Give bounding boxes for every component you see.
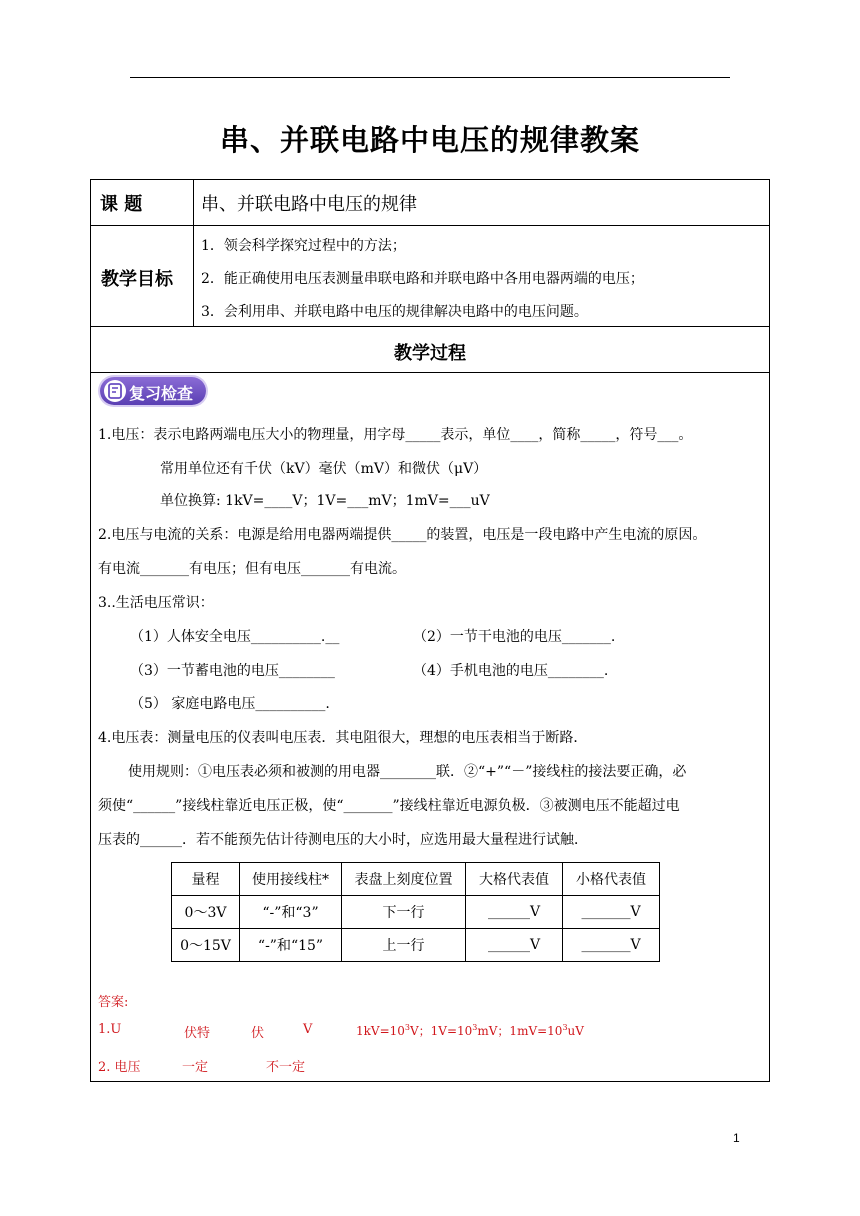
- row-divider: [90, 372, 770, 373]
- table-row: [172, 896, 660, 929]
- answer-item: 1.U: [98, 1022, 122, 1037]
- table-header-row: [172, 863, 660, 896]
- page-number: 1: [733, 1131, 740, 1145]
- table-cell: ______V: [466, 929, 563, 962]
- life-voltage-item: （4）手机电池的电压________.: [413, 663, 609, 679]
- topic-value: 串、并联电路中电压的规律: [201, 194, 417, 215]
- common-units: 常用单位还有千伏（kV）毫伏（mV）和微伏（μV）: [160, 461, 488, 477]
- answer-conversion: [356, 1022, 584, 1039]
- answer-conversion-part: mV；1mV=10: [477, 1024, 563, 1038]
- life-voltage-item: （1）人体安全电压__________.__: [130, 629, 340, 645]
- table-cell: _______V: [563, 929, 660, 962]
- goal-item: 1．领会科学探究过程中的方法；: [201, 238, 406, 254]
- header-rule: [130, 77, 730, 78]
- column-header: 量程: [172, 863, 240, 896]
- answer-item: 一定: [182, 1060, 209, 1075]
- goals-label: 教学目标: [101, 269, 173, 290]
- exponent: 3: [404, 1023, 410, 1032]
- answer-item: 伏: [251, 1026, 265, 1041]
- table-row: [172, 929, 660, 962]
- exponent: 3: [562, 1023, 568, 1032]
- table-cell: 上一行: [342, 929, 466, 962]
- document-title: 串、并联电路中电压的规律教案: [219, 123, 640, 157]
- answer-item: 不一定: [266, 1060, 306, 1075]
- document-icon: [104, 380, 126, 402]
- table-cell: “-”和“3”: [240, 896, 342, 929]
- usage-rule: 使用规则：①电压表必须和被测的用电器________联．②“+”“－”接线柱的接法要正确，必: [128, 764, 687, 780]
- column-header: 大格代表值: [466, 863, 563, 896]
- voltage-definition: 1.电压：表示电路两端电压大小的物理量，用字母_____表示，单位____，简称_____，符号___。: [98, 427, 693, 443]
- table-cell: 0～15V: [172, 929, 240, 962]
- voltage-current-relation: 2.电压与电流的关系：电源是给用电器两端提供_____的装置，电压是一段电路中产生电流的原因。: [98, 527, 707, 543]
- column-header: 使用接线柱*: [240, 863, 342, 896]
- usage-rule: 须使“______”接线柱靠近电压正极，使“_______”接线柱靠近电源负极．③被测电压不能超过电: [98, 798, 680, 814]
- table-cell: 下一行: [342, 896, 466, 929]
- range-table: [171, 862, 660, 962]
- goal-item: 3．会利用串、并联电路中电压的规律解决电路中的电压问题。: [201, 304, 588, 320]
- life-voltage-item: （5） 家庭电路电压__________.: [130, 696, 330, 712]
- answer-item: 2. 电压: [98, 1060, 141, 1075]
- answer-conversion-part: 1kV=10: [356, 1024, 405, 1038]
- review-badge: [100, 377, 206, 405]
- voltmeter-definition: 4.电压表：测量电压的仪表叫电压表．其电阻很大，理想的电压表相当于断路．: [98, 730, 588, 746]
- answer-conversion-part: uV: [567, 1024, 584, 1038]
- row-divider: [90, 225, 770, 226]
- life-voltage-item: （2）一节干电池的电压_______.: [413, 629, 616, 645]
- column-divider: [193, 179, 194, 326]
- unit-conversion: 单位换算: 1kV=____V；1V=___mV；1mV=___uV: [160, 493, 490, 509]
- goal-item: 2．能正确使用电压表测量串联电路和并联电路中各用电器两端的电压；: [201, 271, 644, 287]
- table-cell: “-”和“15”: [240, 929, 342, 962]
- answer-conversion-part: V；1V=10: [410, 1024, 473, 1038]
- column-header: 表盘上刻度位置: [342, 863, 466, 896]
- table-cell: 0～3V: [172, 896, 240, 929]
- process-heading: 教学过程: [394, 343, 466, 364]
- table-cell: _______V: [563, 896, 660, 929]
- topic-label: 课 题: [100, 194, 143, 215]
- row-divider: [90, 326, 770, 327]
- badge-label: 复习检查: [129, 384, 194, 403]
- usage-rule: 压表的______．若不能预先估计待测电压的大小时，应选用最大量程进行试触．: [98, 832, 588, 848]
- answer-item: 伏特: [184, 1026, 211, 1041]
- exponent: 3: [472, 1023, 478, 1032]
- life-voltage-heading: 3..生活电压常识：: [98, 595, 214, 611]
- column-header: 小格代表值: [563, 863, 660, 896]
- table-cell: ______V: [466, 896, 563, 929]
- current-voltage-note: 有电流_______有电压；但有电压_______有电流。: [98, 561, 406, 577]
- life-voltage-item: （3）一节蓄电池的电压________: [130, 663, 335, 679]
- answers-label: 答案:: [98, 995, 129, 1010]
- answer-item: V: [303, 1022, 313, 1037]
